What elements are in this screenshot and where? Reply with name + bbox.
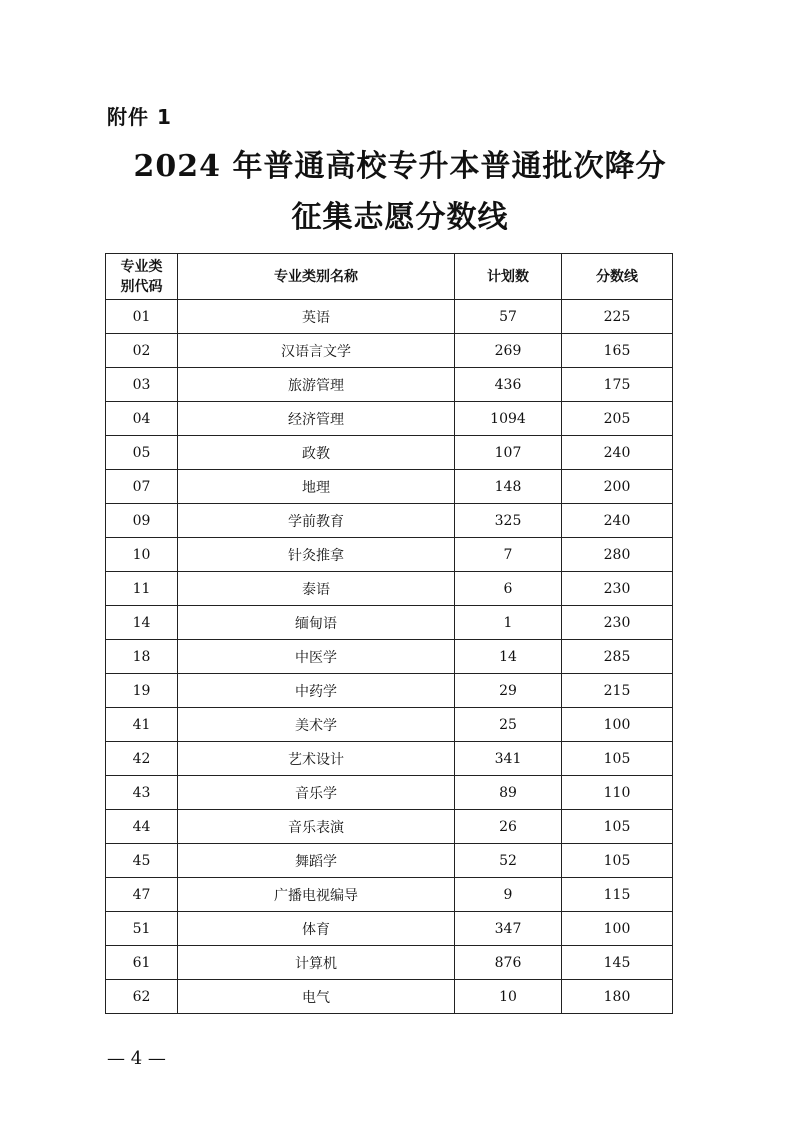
cell-plan: 148: [455, 470, 562, 504]
cell-score: 200: [562, 470, 673, 504]
table-row: [106, 844, 673, 878]
table-body: [106, 300, 673, 1014]
cell-plan: 341: [455, 742, 562, 776]
cell-plan: 9: [455, 878, 562, 912]
header-plan: 计划数: [455, 254, 562, 300]
table-row: [106, 606, 673, 640]
table-row: [106, 470, 673, 504]
cell-code: 44: [106, 810, 178, 844]
cell-score: 145: [562, 946, 673, 980]
cell-score: 180: [562, 980, 673, 1014]
table-row: [106, 640, 673, 674]
cell-code: 09: [106, 504, 178, 538]
cell-score: 240: [562, 436, 673, 470]
header-code-line-1: 专业类: [120, 258, 163, 275]
cell-name: 电气: [178, 980, 455, 1014]
cell-plan: 52: [455, 844, 562, 878]
cell-code: 01: [106, 300, 178, 334]
cell-plan: 269: [455, 334, 562, 368]
table-row: [106, 368, 673, 402]
cell-name: 舞蹈学: [178, 844, 455, 878]
cell-plan: 876: [455, 946, 562, 980]
cell-code: 45: [106, 844, 178, 878]
cell-name: 泰语: [178, 572, 455, 606]
cell-code: 05: [106, 436, 178, 470]
cell-code: 43: [106, 776, 178, 810]
table-row: [106, 504, 673, 538]
cell-code: 42: [106, 742, 178, 776]
cell-plan: 25: [455, 708, 562, 742]
cell-name: 中药学: [178, 674, 455, 708]
cell-name: 中医学: [178, 640, 455, 674]
cell-plan: 6: [455, 572, 562, 606]
cell-name: 广播电视编导: [178, 878, 455, 912]
header-code: [106, 254, 178, 300]
cell-code: 47: [106, 878, 178, 912]
cell-name: 美术学: [178, 708, 455, 742]
cell-plan: 26: [455, 810, 562, 844]
cell-name: 音乐学: [178, 776, 455, 810]
score-table: [105, 253, 673, 1014]
table-row: [106, 402, 673, 436]
table-row: [106, 878, 673, 912]
cell-code: 62: [106, 980, 178, 1014]
table-row: [106, 810, 673, 844]
cell-name: 学前教育: [178, 504, 455, 538]
cell-code: 04: [106, 402, 178, 436]
table-row: [106, 708, 673, 742]
cell-name: 政教: [178, 436, 455, 470]
cell-code: 51: [106, 912, 178, 946]
cell-plan: 107: [455, 436, 562, 470]
table-row: [106, 776, 673, 810]
cell-code: 18: [106, 640, 178, 674]
cell-score: 165: [562, 334, 673, 368]
cell-score: 230: [562, 606, 673, 640]
cell-code: 19: [106, 674, 178, 708]
cell-plan: 10: [455, 980, 562, 1014]
cell-plan: 7: [455, 538, 562, 572]
header-score: 分数线: [562, 254, 673, 300]
cell-name: 汉语言文学: [178, 334, 455, 368]
cell-name: 体育: [178, 912, 455, 946]
table-header-row: [106, 254, 673, 300]
cell-score: 105: [562, 844, 673, 878]
cell-plan: 325: [455, 504, 562, 538]
cell-plan: 347: [455, 912, 562, 946]
table-row: [106, 538, 673, 572]
cell-code: 10: [106, 538, 178, 572]
table-row: [106, 912, 673, 946]
table-row: [106, 946, 673, 980]
cell-code: 14: [106, 606, 178, 640]
cell-score: 215: [562, 674, 673, 708]
document-title-line-2: 征集志愿分数线: [291, 200, 509, 235]
cell-score: 100: [562, 708, 673, 742]
cell-code: 11: [106, 572, 178, 606]
cell-score: 105: [562, 742, 673, 776]
cell-plan: 89: [455, 776, 562, 810]
cell-score: 100: [562, 912, 673, 946]
cell-code: 41: [106, 708, 178, 742]
document-title-line-1: 2024 年普通高校专升本普通批次降分: [133, 149, 667, 184]
cell-name: 计算机: [178, 946, 455, 980]
cell-plan: 1094: [455, 402, 562, 436]
table-row: [106, 334, 673, 368]
cell-score: 205: [562, 402, 673, 436]
table-row: [106, 674, 673, 708]
cell-score: 115: [562, 878, 673, 912]
cell-name: 针灸推拿: [178, 538, 455, 572]
cell-score: 240: [562, 504, 673, 538]
cell-score: 230: [562, 572, 673, 606]
attachment-label: 附件 1: [107, 105, 172, 129]
cell-plan: 436: [455, 368, 562, 402]
header-name: 专业类别名称: [178, 254, 455, 300]
cell-plan: 57: [455, 300, 562, 334]
cell-name: 音乐表演: [178, 810, 455, 844]
cell-score: 285: [562, 640, 673, 674]
page-number: — 4 —: [107, 1048, 166, 1069]
cell-plan: 1: [455, 606, 562, 640]
cell-name: 英语: [178, 300, 455, 334]
cell-code: 02: [106, 334, 178, 368]
table-row: [106, 572, 673, 606]
table-row: [106, 436, 673, 470]
cell-plan: 14: [455, 640, 562, 674]
cell-code: 61: [106, 946, 178, 980]
table-row: [106, 742, 673, 776]
table-row: [106, 980, 673, 1014]
cell-code: 03: [106, 368, 178, 402]
cell-score: 225: [562, 300, 673, 334]
cell-score: 280: [562, 538, 673, 572]
cell-name: 地理: [178, 470, 455, 504]
cell-name: 艺术设计: [178, 742, 455, 776]
cell-plan: 29: [455, 674, 562, 708]
cell-name: 旅游管理: [178, 368, 455, 402]
header-code-line-2: 别代码: [120, 278, 163, 295]
cell-name: 经济管理: [178, 402, 455, 436]
table-row: [106, 300, 673, 334]
cell-score: 105: [562, 810, 673, 844]
cell-score: 175: [562, 368, 673, 402]
cell-score: 110: [562, 776, 673, 810]
cell-code: 07: [106, 470, 178, 504]
cell-name: 缅甸语: [178, 606, 455, 640]
